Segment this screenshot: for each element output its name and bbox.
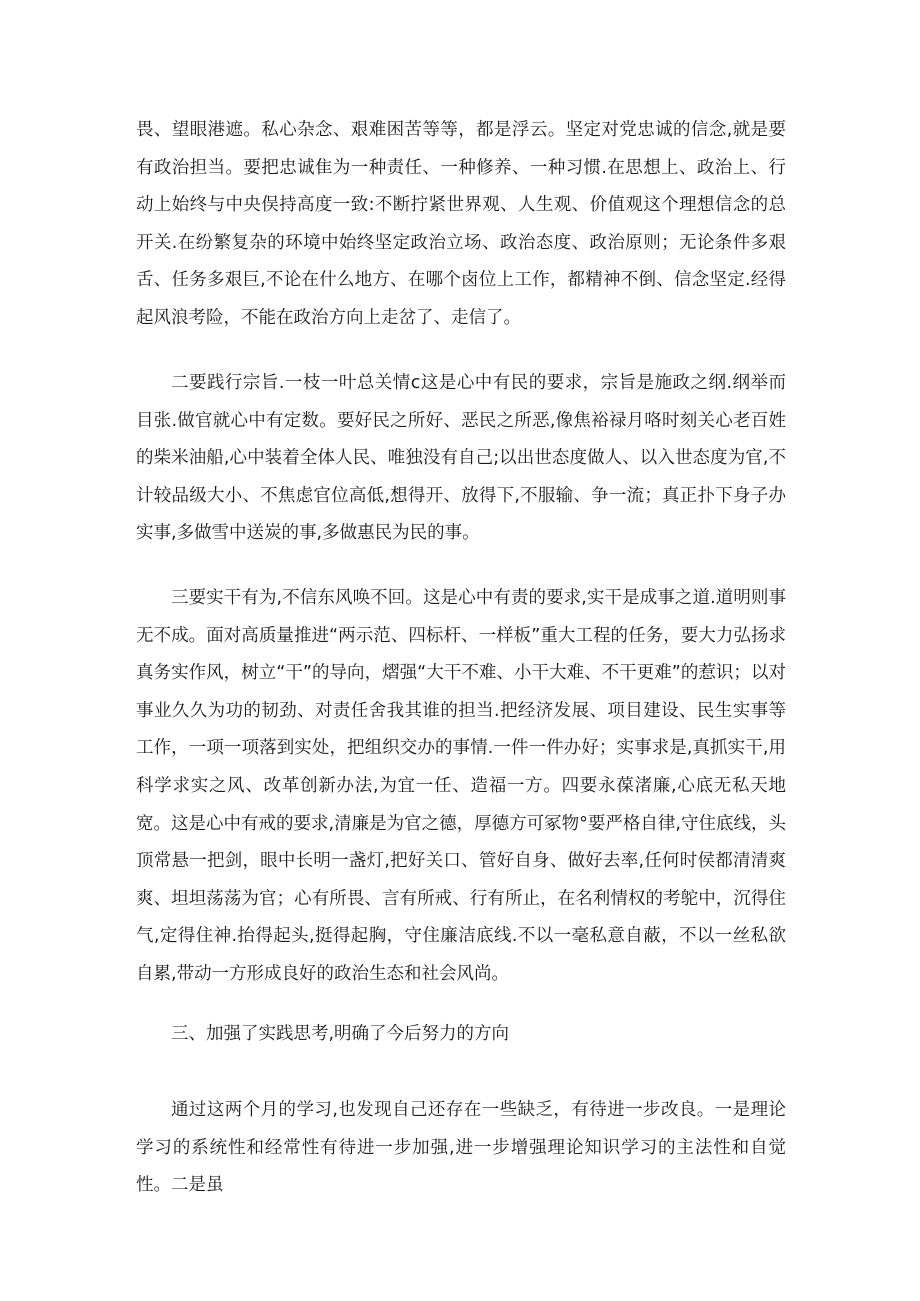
paragraph-loyalty: 畏、望眼港遮。私心杂念、艰难困苦等等，都是浮云。坚定对党忠诚的信念,就是要有政治担当。要把忠诚隹为一种责任、一种修养、一种习惯.在思想上、政治上、行动上始终与中央俣持高度一致:不断拧紧世界观、人生观、价值观这个理想信念的总开关.在纷繁复杂的环境中始终坚定政治立场、政治态度、政治原则；无论条件多艰舌、任务多艰巨,不论在什么地方、在哪个卤位上工作，都精神不倒、信念坚定.经得起风浪考险，不能在政治方向上走岔了、走信了。 <box>136 120 786 328</box>
paragraph-practice-purpose: 二要践行宗旨.一枝一叶总关情c这是心中有民的要求，宗旨是施政之纲.纲举而目张.做官就心中有定数。要好民之所好、恶民之所恶,像焦裕禄月咯时刻关心老百姓的柴米油船,心中装着全体人民、唯独没有自己;以出世态度做人、以入世态度为官,不计较品级大小、不焦虑官位高低,想得开、放得下,不服输、争一流；真正扑下身子办实事,多做雪中送炭的事,多做惠民为民的事。 <box>136 373 786 544</box>
paragraph-hard-work-integrity: 三要实干有为,不信东风唤不回。这是心中有责的要求,实干是成事之道.道明则事无不成。面对高质量推进“两示范、四标杆、一样板”重大工程的任务，要大力弘扬求真务实作风，树立“干”的导向，熠强“大干不难、小干大难、不干更难”的惹识；以对事业久久为功的韧劲、对责任舍我其谁的担当.把经济发展、项目建设、民生实事等工作，一项一项落到实处，把组织交办的事情.一件一件办好；实事求是,真抓实干,用科学求实之风、改革创新办法,为宜一任、造福一方。四要永葆渚廉,心底无私天地宽。这是心中有戒的要求,清廉是为官之德，厚德方可冢物°要严格自律,守住底线，头顶常悬一把剑，眼中长明一盏灯,把好关口、管好自身、做好去率,任何时侯都清清爽爽、坦坦荡荡为官；心有所畏、言有所戒、行有所止，在名利情权的考鸵中，沉得住气,定得住神.抬得起头,挺得起胸，守住廉洁底线.不以一毫私意自蔽，不以一丝私欲自累,带动一方形成良好的政治生态和社会风尚。 <box>136 588 786 984</box>
section-heading-practice-thinking: 三、加强了实践思考,明确了今后努力的方向 <box>171 1024 510 1044</box>
paragraph-shortcomings: 通过这两个月的学习,也发现自己还存在一些缺乏，有待进一步改良。一是理论学习的系统性和经常性有待进一步加强,进一步增强理论知识学习的主法性和自觉性。二是虽 <box>136 1100 786 1196</box>
